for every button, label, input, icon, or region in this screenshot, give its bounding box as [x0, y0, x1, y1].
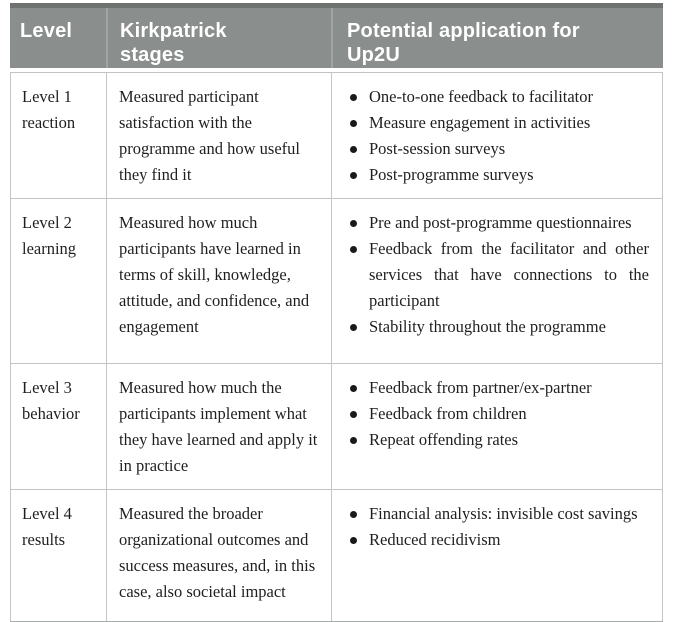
table-header-row [10, 3, 663, 68]
header-cell-kirkpatrick-stages [106, 8, 331, 68]
bullet-item: Feedback from children [348, 401, 649, 427]
level-4-number: Level 4 [22, 504, 72, 523]
level-1-cell [11, 73, 106, 198]
level-1-number: Level 1 [22, 87, 72, 106]
level-4-applications-list [348, 501, 649, 553]
table-row-level-3 [11, 364, 662, 490]
level-2-stage-text: Measured how much participants have learned in terms of skill, knowledge, attitude, and confidence, and engagement [119, 213, 310, 336]
level-3-number: Level 3 [22, 378, 72, 397]
level-3-applications-cell [331, 364, 662, 489]
level-2-applications-list [348, 210, 649, 340]
header-stages-line2: stages [120, 44, 185, 66]
bullet-item: Post-session surveys [348, 136, 649, 162]
level-1-name: reaction [22, 113, 76, 132]
bullet-item: Post-programme surveys [348, 162, 649, 188]
level-1-applications-cell [331, 73, 662, 198]
level-2-applications-cell [331, 199, 662, 363]
bullet-item: Feedback from partner/ex-partner [348, 375, 649, 401]
level-4-applications-cell [331, 490, 662, 621]
level-4-stage-text: Measured the broader organizational outcomes and success measures, and, in this case, also societal impact [119, 504, 316, 601]
level-2-cell [11, 199, 106, 363]
level-2-number: Level 2 [22, 213, 72, 232]
level-3-applications-list [348, 375, 649, 453]
level-2-name: learning [22, 239, 77, 258]
table-row-level-1 [11, 73, 662, 199]
bullet-item: Pre and post-programme questionnaires [348, 210, 649, 236]
header-application-line2: Up2U [347, 44, 401, 66]
level-1-applications-list [348, 84, 649, 188]
bullet-item: Reduced recidivism [348, 527, 649, 553]
bullet-item: Financial analysis: invisible cost savings [348, 501, 649, 527]
bullet-item: Repeat offending rates [348, 427, 649, 453]
bullet-item: Stability throughout the programme [348, 314, 649, 340]
level-3-cell [11, 364, 106, 489]
level-2-stage-cell [106, 199, 331, 363]
level-3-stage-text: Measured how much the participants implement what they have learned and apply it in practice [119, 378, 318, 475]
header-cell-potential-application [331, 8, 663, 68]
level-3-stage-cell [106, 364, 331, 489]
level-4-cell [11, 490, 106, 621]
level-1-stage-text: Measured participant satisfaction with the programme and how useful they find it [119, 87, 300, 184]
evaluation-table [10, 3, 663, 622]
table-row-level-2 [11, 199, 662, 364]
bullet-item: Measure engagement in activities [348, 110, 649, 136]
header-application-line1: Potential application for [347, 20, 580, 42]
bullet-item: One-to-one feedback to facilitator [348, 84, 649, 110]
header-stages-line1: Kirkpatrick [120, 20, 227, 42]
table-row-level-4 [11, 490, 662, 621]
bullet-item: Feedback from the facilitator and other services that have connections to the participant [348, 236, 649, 314]
level-4-name: results [22, 530, 66, 549]
header-cell-level [10, 8, 106, 68]
table-body [10, 72, 663, 621]
level-1-stage-cell [106, 73, 331, 198]
header-level-label: Level [20, 20, 73, 42]
level-3-name: behavior [22, 404, 80, 423]
level-4-stage-cell [106, 490, 331, 621]
